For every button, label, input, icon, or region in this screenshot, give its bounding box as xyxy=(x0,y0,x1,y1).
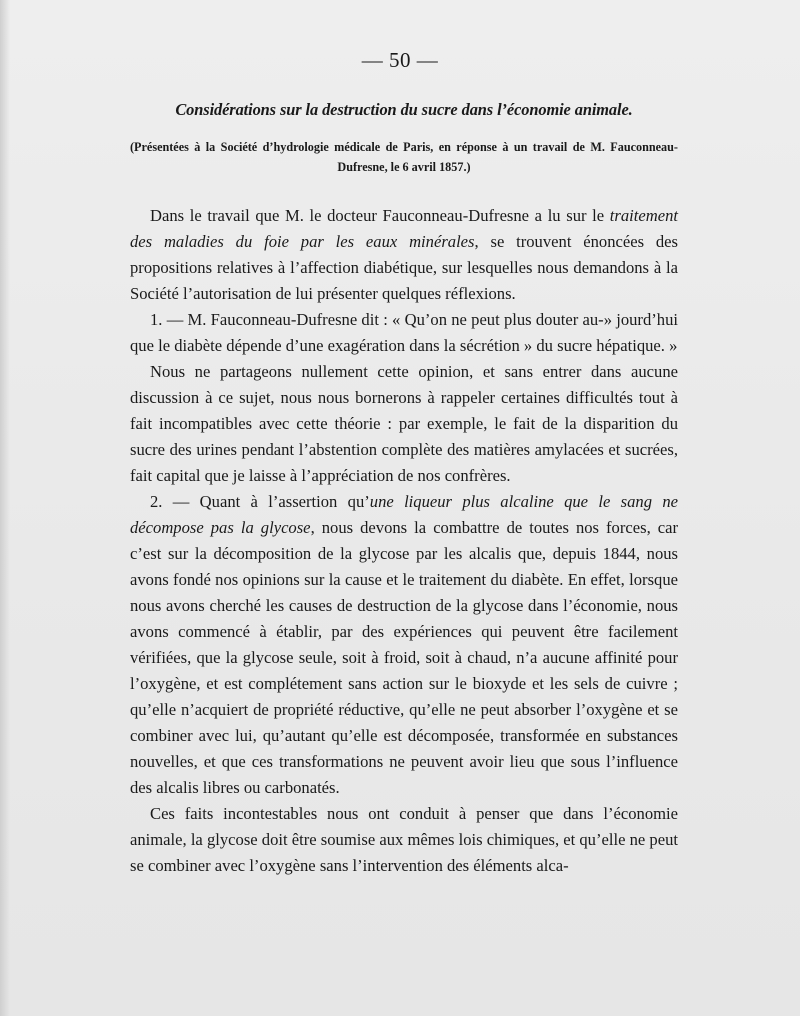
section-subtitle: (Présentées à la Société d’hydrologie médicale de Paris, en réponse à un travail de M. Fauconneau-Dufresne, le 6 avril 1857.) xyxy=(130,140,678,174)
page-edge-shadow xyxy=(0,0,10,1016)
paragraph-point-2 xyxy=(130,489,678,801)
body-text xyxy=(130,203,678,879)
paragraph-intro xyxy=(130,203,678,307)
paragraph-point-2-italic: une liqueur plus alcaline que le sang ne décompose pas la glycose xyxy=(130,492,678,537)
page-number: — 50 — xyxy=(361,48,439,72)
paragraph-response: Nous ne partageons nullement cette opinion, et sans entrer dans aucune discussion à ce sujet, nous nous bornerons à rappeler certaines difficultés tout à fait incompatibles avec cette théorie : par exemple, le fait de la disparition du sucre des urines pendant l’abstention complète des matières amylacées et sucrées, fait capital que je laisse à l’appréciation de nos confrères. xyxy=(130,362,678,485)
paragraph-conclusion: Ces faits incontestables nous ont conduit à penser que dans l’économie animale, la glycose doit être soumise aux mêmes lois chimiques, et qu’elle ne peut se combiner avec l’oxygène sans l’intervention des éléments alca- xyxy=(130,804,678,875)
paragraph-point-2-rest: , nous devons la combattre de toutes nos forces, car c’est sur la décomposition de la glycose par les alcalis que, depuis 1844, nous avons fondé nos opinions sur la cause et le traitement du diabète. En effet, lorsque nous avons cherché les causes de destruction de la glycose dans l’économie, nous avons commencé à établir, par des expériences qui peuvent être facilement vérifiées, que la glycose seule, soit à froid, soit à chaud, n’a aucune affinité pour l’oxygène, et est complétement sans action sur le bioxyde et les sels de cuivre ; qu’elle n’acquiert de propriété réductive, qu’elle ne peut absorber l’oxygène et se combiner avec lui, qu’autant qu’elle est décomposée, transformée en substances nouvelles, et que ces transformations ne peuvent avoir lieu que sous l’influence des alcalis libres ou carbonatés. xyxy=(130,518,679,797)
paragraph-intro-lead: Dans le travail que M. le docteur Fauconneau-Dufresne a lu sur le xyxy=(150,206,610,225)
paragraph-point-1: 1. — M. Fauconneau-Dufresne dit : « Qu’on ne peut plus douter au-» jourd’hui que le diabète dépende d’une exagération dans la sécrétion » du sucre hépatique. » xyxy=(130,310,678,355)
section-title: Considérations sur la destruction du sucre dans l’économie animale. xyxy=(175,100,633,119)
paragraph-point-2-lead: 2. — Quant à l’assertion qu’ xyxy=(150,492,370,511)
paragraph-intro-rest: , se trouvent énoncées des propositions relatives à l’affection diabétique, sur lesquelles nous demandons à la Société l’autorisation de lui présenter quelques réflexions. xyxy=(130,232,678,303)
paragraph-intro-italic: traitement des maladies du foie par les eaux minérales xyxy=(130,206,678,251)
